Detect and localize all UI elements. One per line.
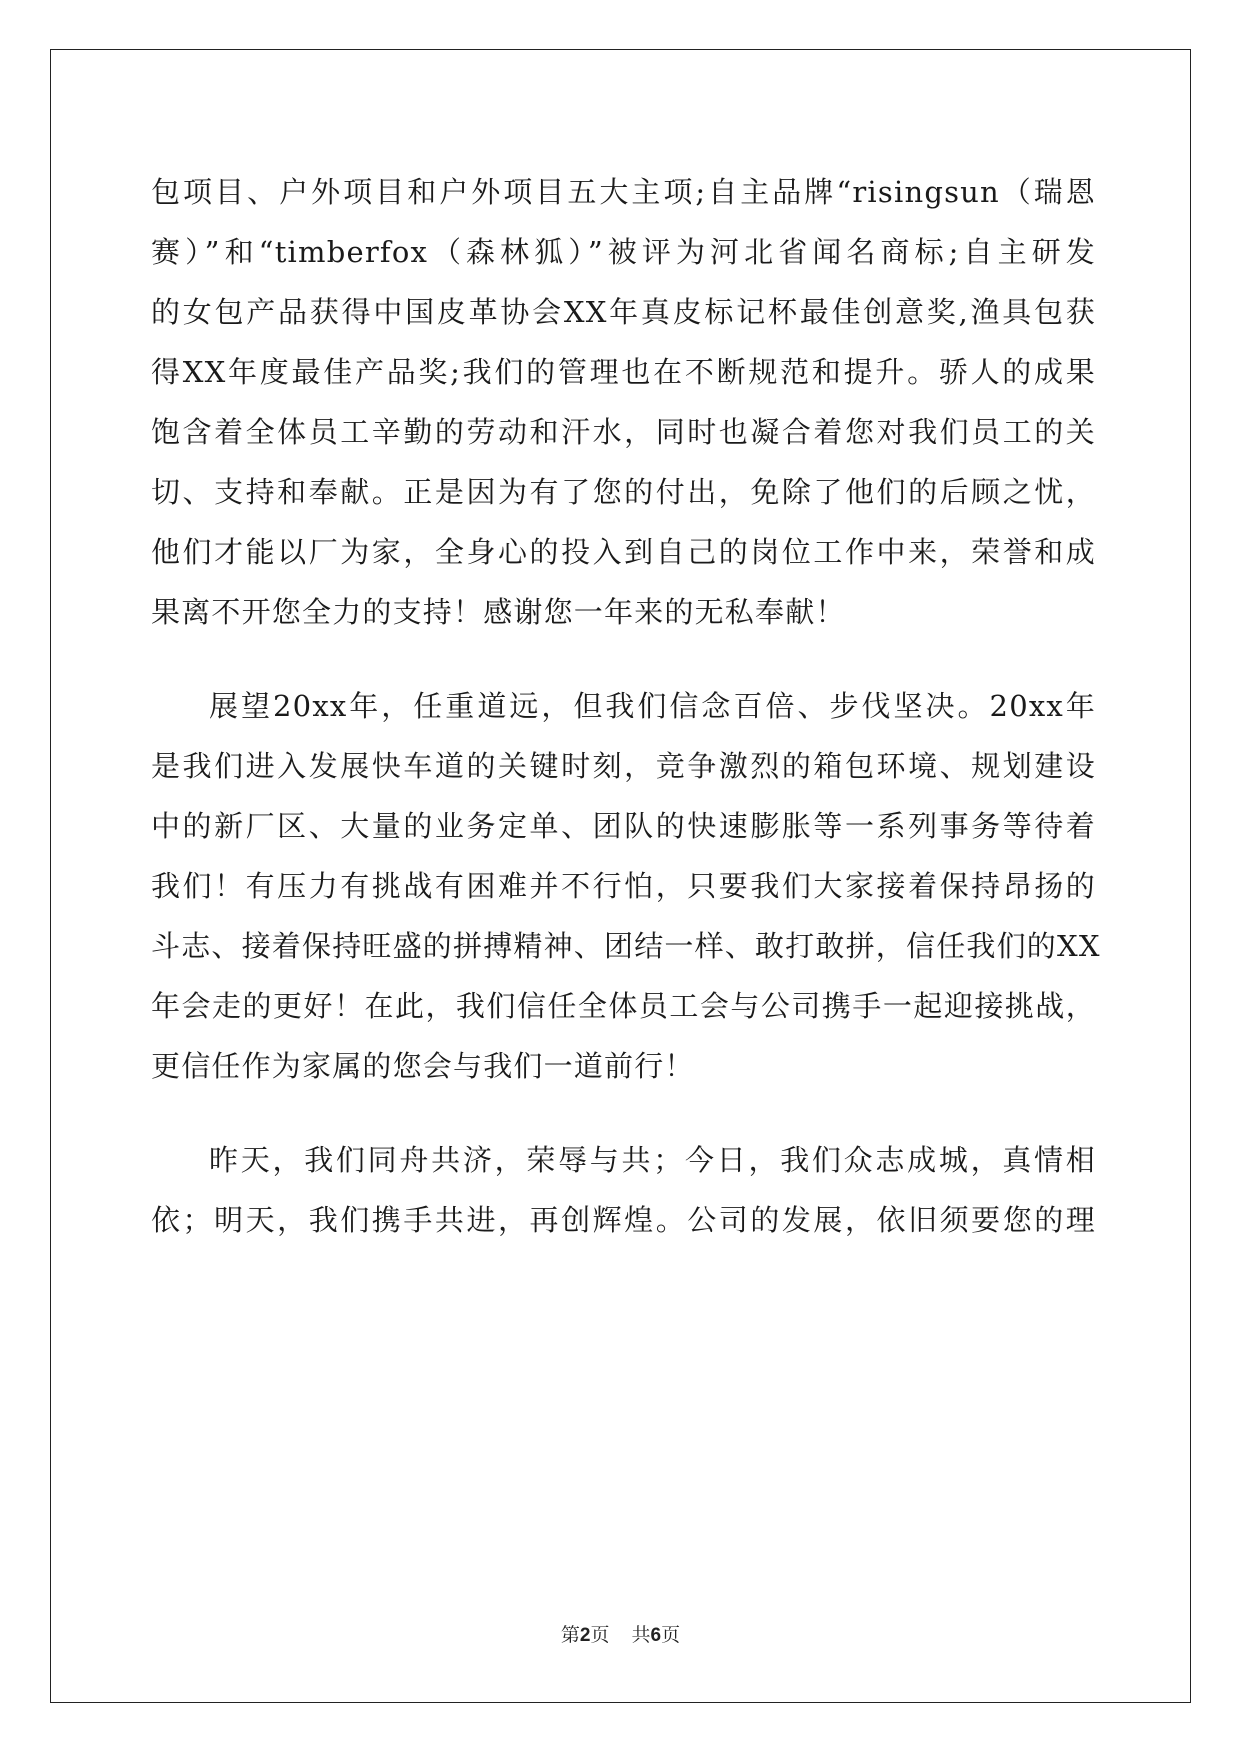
page-prefix: 第: [560, 1624, 580, 1646]
page-suffix: 页: [590, 1624, 610, 1646]
text-line: 依；明天，我们携手共进，再创辉煌。公司的发展，依旧须要您的理: [151, 1203, 1096, 1237]
text-line: 切、支持和奉献。正是因为有了您的付出，免除了他们的后顾之忧，: [151, 475, 1096, 509]
text-line: 我们！有压力有挑战有困难并不行怕，只要我们大家接着保持昂扬的: [151, 869, 1096, 903]
text-line: 是我们进入发展快车道的关键时刻，竞争激烈的箱包环境、规划建设: [151, 749, 1096, 783]
text-line: 更信任作为家属的您会与我们一道前行！: [151, 1049, 695, 1083]
text-line: 得XX年度最佳产品奖;我们的管理也在不断规范和提升。骄人的成果: [151, 355, 1096, 389]
total-prefix: 共: [631, 1624, 651, 1646]
total-suffix: 页: [661, 1624, 681, 1646]
page-footer: [0, 1620, 1241, 1647]
text-line: 的女包产品获得中国皮革协会XX年真皮标记杯最佳创意奖,渔具包获: [151, 295, 1096, 329]
text-line: 斗志、接着保持旺盛的拼搏精神、团结一样、敢打敢拼，信任我们的XX: [151, 929, 1101, 963]
text-line: 果离不开您全力的支持！感谢您一年来的无私奉献！: [151, 595, 846, 629]
paragraph-gap: [151, 642, 1096, 676]
paragraph: [151, 162, 1096, 642]
paragraph-gap: [151, 1096, 1096, 1130]
text-line: 饱含着全体员工辛勤的劳动和汗水，同时也凝合着您对我们员工的关: [151, 415, 1096, 449]
text-line: 展望20xx年，任重道远，但我们信念百倍、步伐坚决。20xx年: [209, 689, 1096, 723]
paragraph: [151, 676, 1101, 1096]
text-line: 年会走的更好！在此，我们信任全体员工会与公司携手一起迎接挑战，: [151, 989, 1096, 1023]
text-line: 赛）”和“timberfox（森林狐）”被评为河北省闻名商标;自主研发: [151, 235, 1096, 269]
text-line: 昨天，我们同舟共济，荣辱与共；今日，我们众志成城，真情相: [209, 1143, 1096, 1177]
text-line: 他们才能以厂为家，全身心的投入到自己的岗位工作中来，荣誉和成: [151, 535, 1096, 569]
page-number: 2: [579, 1625, 591, 1646]
text-line: 中的新厂区、大量的业务定单、团队的快速膨胀等一系列事务等待着: [151, 809, 1096, 843]
paragraph: [151, 1130, 1096, 1250]
document-body: [151, 162, 1101, 1250]
total-pages: 6: [650, 1625, 662, 1646]
text-line: 包项目、户外项目和户外项目五大主项;自主品牌“risingsun（瑞恩: [151, 175, 1096, 209]
